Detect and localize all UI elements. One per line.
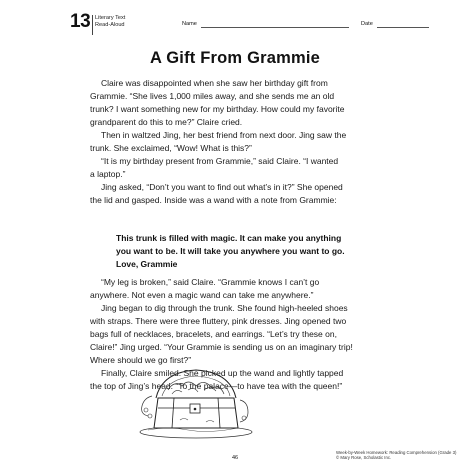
footer-page-number: 46 bbox=[231, 455, 239, 461]
section-label bbox=[95, 15, 125, 28]
story-line: a laptop.” bbox=[90, 169, 126, 179]
story-line: Jing began to dig through the trunk. She found high-heeled shoes bbox=[101, 303, 348, 313]
story-line: trunk? I want something new for my birthday. How could my favorite bbox=[90, 104, 345, 114]
date-label: Date bbox=[361, 21, 373, 27]
story-line: with straps. There were three fluttery, pink dresses. Jing opened two bbox=[90, 316, 347, 326]
treasure-trunk-illustration bbox=[128, 360, 268, 440]
story-line: bags full of necklaces, bracelets, and earrings. “Let’s try these on, bbox=[90, 329, 337, 339]
story-title: A Gift From Grammie bbox=[149, 49, 321, 67]
date-field-line[interactable] bbox=[377, 27, 429, 28]
story-line: trunk. She exclaimed, “Wow! What is this?” bbox=[90, 143, 252, 153]
footer-credit bbox=[336, 450, 456, 460]
name-field-line[interactable] bbox=[201, 27, 349, 28]
story-line: anywhere. Not even a magic wand can take me anywhere.” bbox=[90, 290, 314, 300]
story-line: “My leg is broken,” said Claire. “Grammie knows I can’t go bbox=[101, 277, 320, 287]
grammie-note bbox=[116, 232, 416, 271]
story-line: Claire was disappointed when she saw her birthday gift from bbox=[101, 78, 328, 88]
name-label: Name bbox=[182, 21, 197, 27]
section-label-line1: Literary Text bbox=[95, 15, 126, 21]
note-signature: Love, Grammie bbox=[116, 259, 178, 269]
header-divider bbox=[92, 15, 93, 35]
page-header bbox=[58, 13, 438, 35]
footer-credit-line2: © Mary Rose, Scholastic Inc. bbox=[336, 455, 392, 460]
story-line: Grammie. “She lives 1,000 miles away, and she sends me an old bbox=[90, 91, 335, 101]
story-line: Where should we go first?” bbox=[90, 355, 192, 365]
page-number: 13 bbox=[70, 11, 91, 32]
note-line: you want to be. It will take you anywhere you want to go. bbox=[116, 246, 345, 256]
story-line: the top of Jing’s head. “To the palace—to have tea with the queen!” bbox=[90, 381, 343, 391]
story-line: “It is my birthday present from Grammie,” said Claire. “I wanted bbox=[101, 156, 339, 166]
story-line: the lid and gasped. Inside was a wand with a note from Grammie: bbox=[90, 195, 337, 205]
story-text-part-1 bbox=[90, 77, 390, 207]
story-line: Claire!” Jing urged. “Your Grammie is sending us on an imaginary trip! bbox=[90, 342, 353, 352]
story-line: Jing asked, “Don’t you want to find out what’s in it?” She opened bbox=[101, 182, 343, 192]
story-line: Then in waltzed Jing, her best friend from next door. Jing saw the bbox=[101, 130, 347, 140]
story-line: grandparent do this to me?” Claire cried. bbox=[90, 117, 243, 127]
note-line: This trunk is filled with magic. It can make you anything bbox=[116, 233, 342, 243]
footer-credit-line1: Week-by-Week Homework: Reading Comprehension (Grade 3) bbox=[336, 450, 457, 455]
section-label-line2: Read-Aloud bbox=[95, 21, 125, 28]
story-line: Finally, Claire smiled. She picked up the wand and lightly tapped bbox=[101, 368, 344, 378]
